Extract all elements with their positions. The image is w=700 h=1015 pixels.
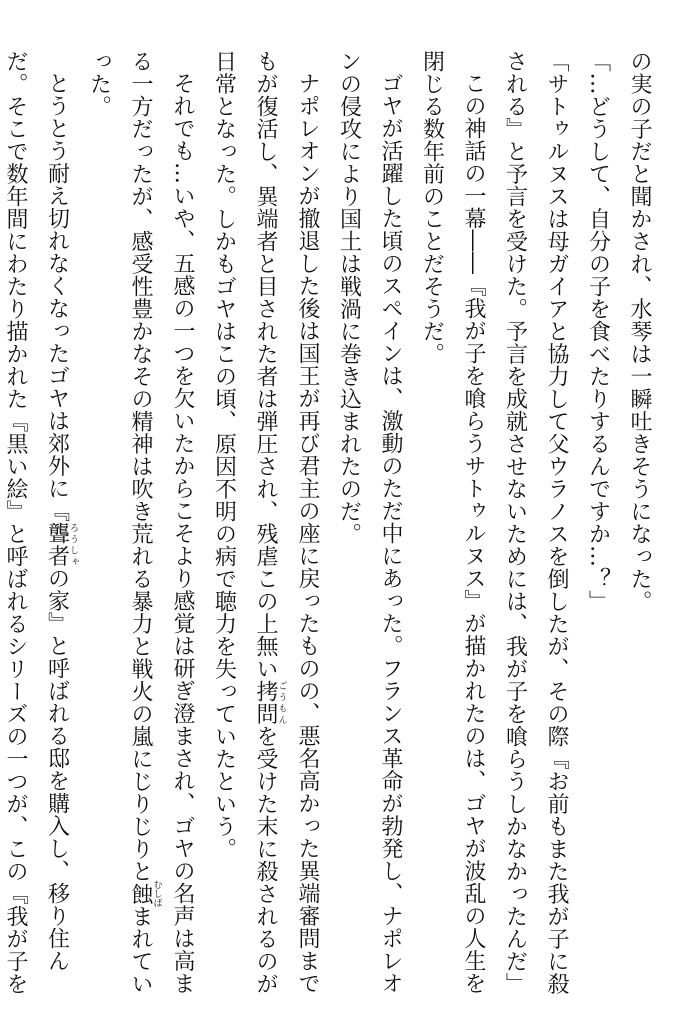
text-line: った。 xyxy=(86,50,112,118)
vertical-text-body xyxy=(0,50,660,995)
text-segment: の家』と呼ばれる邸を購入し、移り住ん xyxy=(44,567,70,972)
text-line: それでも…いや、五感の一つを欠いたからこそより感覚は研ぎ澄まされ、ゴヤの名声は高ま xyxy=(170,72,195,995)
text-line: される』と予言を受けた。予言を成就させないためには、我が子を喰らうしかなかったんだ」 xyxy=(502,50,528,995)
ruby-base: 聾者 xyxy=(44,522,70,567)
text-line-with-ruby xyxy=(120,50,162,995)
text-line: 「…どうして、自分の子を食べたりするんですか…？」 xyxy=(585,50,611,613)
ruby-reading: ごうもん xyxy=(276,680,287,725)
ruby-base: 拷問 xyxy=(253,680,278,725)
ruby-rousha xyxy=(44,522,78,567)
text-segment: を受けた末に殺されるのが xyxy=(253,725,278,995)
ruby-goumon xyxy=(253,680,287,725)
text-line: ゴヤが活躍した頃のスペインは、激動のただ中にあった。フランス革命が勃発し、ナポレオ xyxy=(378,72,403,995)
text-line: の実の子だと聞かされ、水琴は一瞬吐きそうになった。 xyxy=(627,50,652,613)
text-line: 閉じる数年前のことだそうだ。 xyxy=(419,50,445,365)
text-line-with-ruby xyxy=(36,50,78,980)
text-line-with-ruby xyxy=(245,50,287,995)
text-line: ナポレオンが撤退した後は国王が再び君主の座に戻ったものの、悪名高かった異端審問まで xyxy=(295,72,320,995)
ruby-reading: むしば xyxy=(151,880,162,908)
text-segment: る一方だったが、感受性豊かなその精神は吹き荒れる暴力と戦火の嵐にじりじりと xyxy=(128,50,153,883)
ruby-mushiba xyxy=(128,880,162,908)
text-line: この神話の一幕――『我が子を喰らうサトゥルヌス』が描かれたのは、ゴヤが波乱の人生を xyxy=(461,72,486,995)
text-line: だ。そこで数年間にわたり描かれた『黒い絵』と呼ばれるシリーズの一つが、この『我が子を xyxy=(3,50,28,995)
text-line: ンの侵攻により国土は戦渦に巻き込まれたのだ。 xyxy=(336,50,362,545)
text-segment: とうとう耐え切れなくなったゴヤは郊外に『 xyxy=(44,72,70,522)
text-segment: もが復活し、異端者と目された者は弾圧され、残虐この上無い xyxy=(253,50,278,680)
ruby-base: 蝕 xyxy=(128,880,153,908)
text-line: 「サトゥルヌスは母ガイアと協力して父ウラノスを倒したが、その際『お前もまた我が子に殺 xyxy=(544,50,569,995)
text-segment: まれてい xyxy=(128,905,153,995)
text-line: 日常となった。しかもゴヤはこの頃、原因不明の病で聴力を失っていたという。 xyxy=(211,50,237,860)
ruby-reading: ろうしゃ xyxy=(68,522,78,567)
